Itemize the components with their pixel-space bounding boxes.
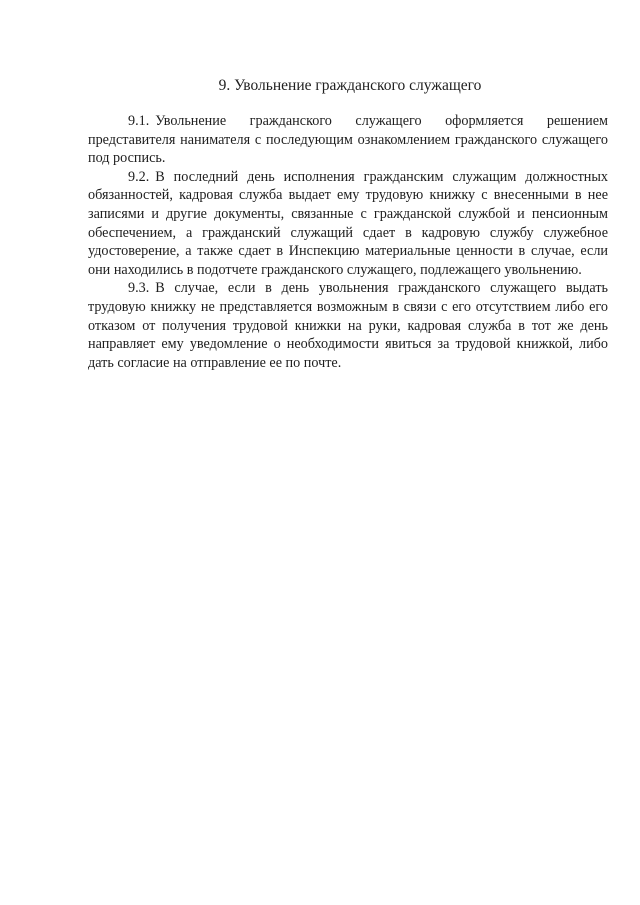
paragraph-text: В случае, если в день увольнения гражданского служащего выдать трудовую книжку не представляется возможным в связи с его отсутствием либо его отказом от получения трудовой книжки на руки, кадровая служба в тот же день направляет ему уведомление о необходимости явиться за трудовой книжкой, либо дать согласие на отправление ее по почте.: [88, 280, 608, 371]
section-title: 9. Увольнение гражданского служащего: [218, 77, 482, 94]
paragraph-9-3: [88, 279, 608, 372]
paragraph-text: Увольнение гражданского служащего оформляется решением представителя нанимателя с последующим ознакомлением гражданского служащего под роспись.: [88, 113, 608, 167]
document-body: [88, 112, 608, 372]
paragraph-number: 9.2.: [128, 168, 150, 185]
paragraph-text: В последний день исполнения гражданским служащим должностных обязанностей, кадровая служба выдает ему трудовую книжку с внесенными в нее записями и другие документы, связанные с гражданской службой и пенсионным обеспечением, а гражданский служащий сдает в кадровую службу служебное удостоверение, а также сдает в Инспекцию материальные ценности в случае, если они находились в подотчете гражданского служащего, подлежащего увольнению.: [88, 168, 608, 278]
paragraph-9-2: [88, 168, 608, 280]
paragraph-9-1: [88, 112, 608, 168]
paragraph-number: 9.3.: [128, 280, 150, 297]
paragraph-number: 9.1.: [128, 113, 150, 129]
